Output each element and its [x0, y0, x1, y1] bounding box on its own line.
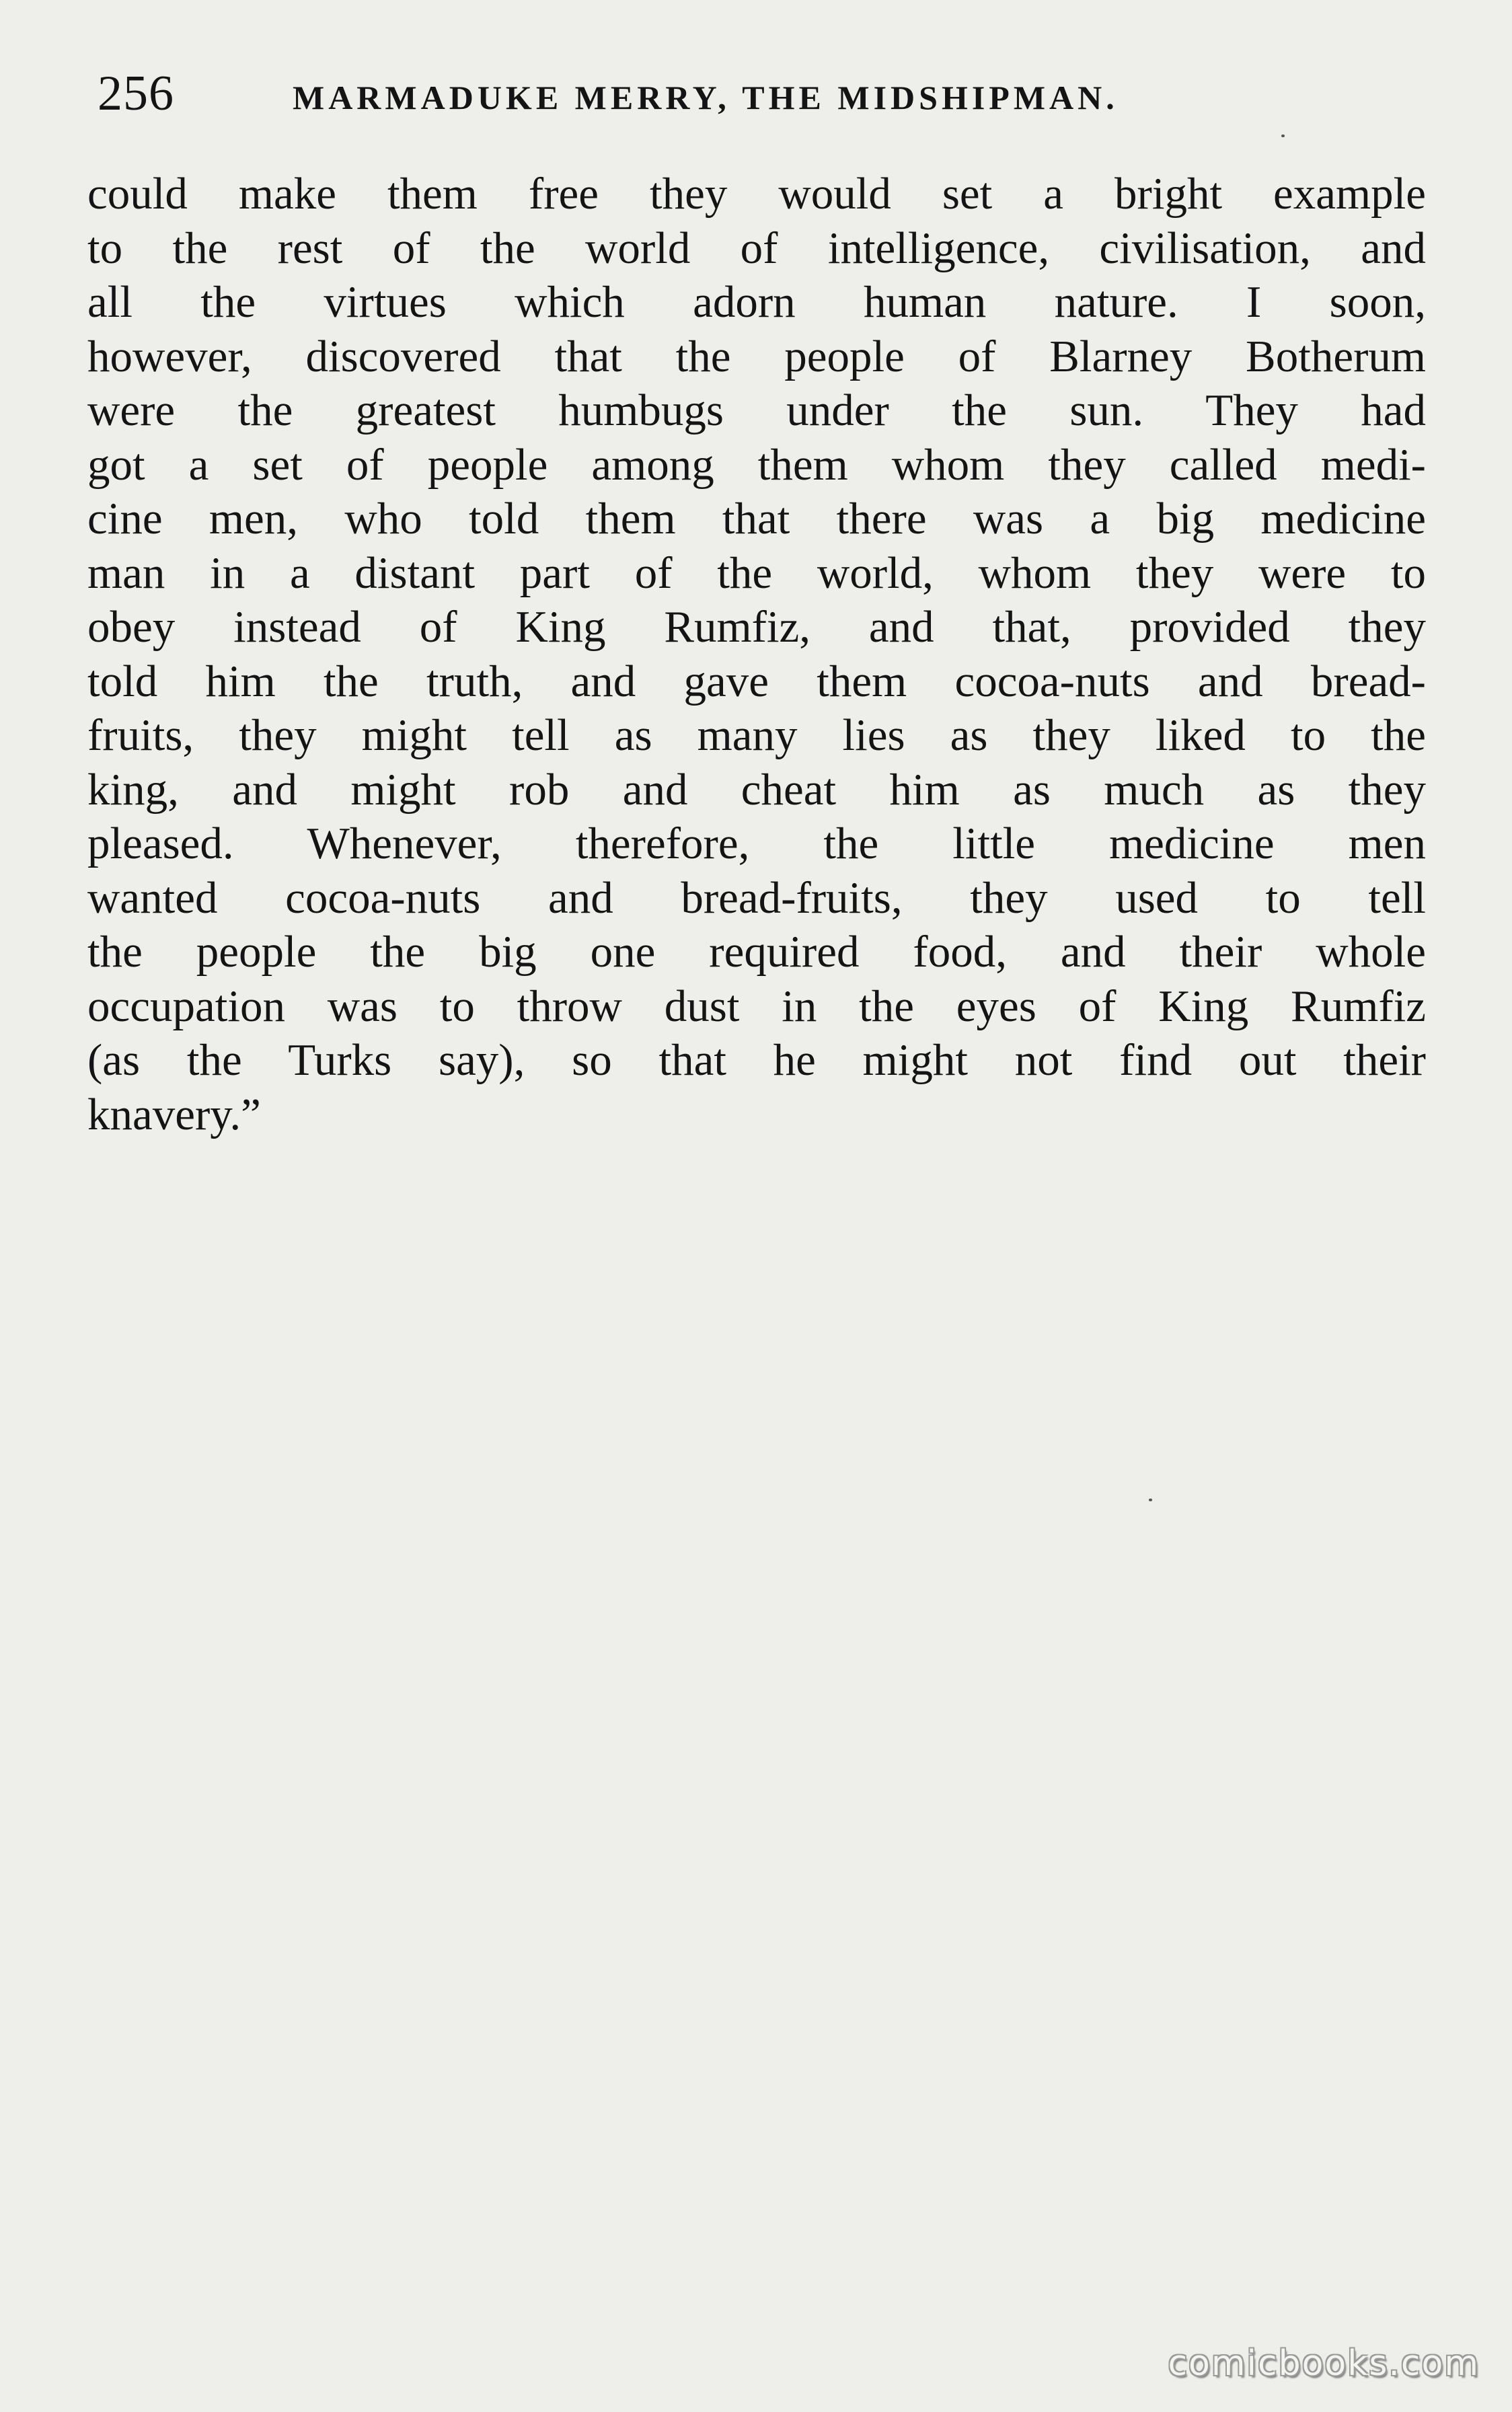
text-line: cine men, who told them that there was a big medicine — [87, 494, 1426, 543]
text-line: could make them free they would set a bright example — [87, 169, 1426, 219]
watermark: comicbooks.com — [1168, 2343, 1480, 2384]
running-head — [98, 54, 1416, 135]
text-line: to the rest of the world of intelligence, civilisation, and — [87, 223, 1426, 273]
text-line: king, and might rob and cheat him as much as they — [87, 764, 1426, 815]
text-line: however, discovered that the people of Blarney Botherum — [87, 331, 1426, 381]
paper-speck — [1149, 1499, 1152, 1501]
text-line: fruits, they might tell as many lies as they liked to the — [87, 710, 1426, 760]
running-title: MARMADUKE MERRY, THE MIDSHIPMAN. — [293, 79, 1119, 116]
text-line: got a set of people among them whom they called medi- — [87, 439, 1426, 490]
text-line: told him the truth, and gave them cocoa-nuts and bread- — [87, 656, 1426, 706]
body-text — [87, 167, 1426, 1141]
text-line-last: knavery.” — [87, 1089, 261, 1139]
text-line: occupation was to throw dust in the eyes of King Rumfiz — [87, 981, 1426, 1031]
text-line: pleased. Whenever, therefore, the little medicine men — [87, 819, 1426, 868]
text-line: were the greatest humbugs under the sun. They had — [87, 385, 1426, 435]
text-line: (as the Turks say), so that he might not find out their — [87, 1035, 1426, 1085]
text-line: obey instead of King Rumfiz, and that, provided they — [87, 602, 1426, 652]
text-line: man in a distant part of the world, whom they were to — [87, 548, 1426, 598]
page-number: 256 — [98, 66, 174, 121]
text-line: all the virtues which adorn human nature. I soon, — [87, 277, 1426, 327]
text-line: the people the big one required food, and their whole — [87, 927, 1426, 977]
text-line: wanted cocoa-nuts and bread-fruits, they used to tell — [87, 872, 1426, 923]
paper-speck — [1281, 135, 1285, 137]
